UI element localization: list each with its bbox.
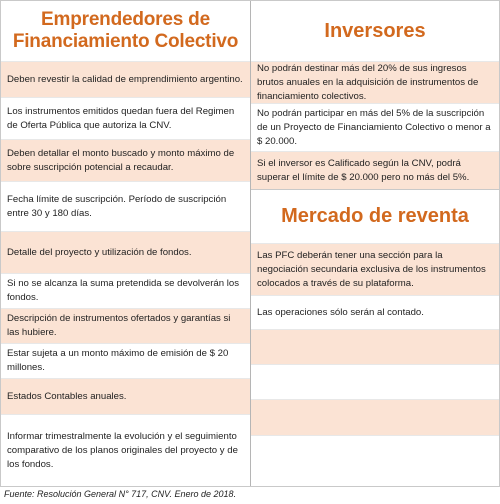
table-row [251, 399, 499, 435]
table-row: Los instrumentos emitidos quedan fuera del Regimen de Oferta Pública que autoriza la CNV. [1, 97, 250, 139]
table-row: Las PFC deberán tener una sección para la negociación secundaria exclusiva de los instrumentos colocados a través de su plataforma. [251, 243, 499, 295]
table-row: Detalle del proyecto y utilización de fondos. [1, 231, 250, 273]
mercado-reventa-header: Mercado de reventa [251, 189, 499, 243]
inversores-header: Inversores [324, 19, 426, 42]
table-row: Si no se alcanza la suma pretendida se devolverán los fondos. [1, 273, 250, 308]
table-row: Informar trimestralmente la evolución y el seguimiento comparativo de los planos originales del proyecto y de los fondos. [1, 414, 250, 486]
table-row [251, 364, 499, 399]
table-row: Las operaciones sólo serán al contado. [251, 295, 499, 329]
emprendedores-header: Emprendedores de Financiamiento Colectivo [12, 9, 239, 52]
table-row [251, 435, 499, 486]
table-row: Estar sujeta a un monto máximo de emisión de $ 20 millones. [1, 343, 250, 378]
table-row: Descripción de instrumentos ofertados y garantías si las hubiere. [1, 308, 250, 343]
table-row: Deben detallar el monto buscado y monto máximo de sobre suscripción potencial a recaudar. [1, 139, 250, 181]
table-row: No podrán participar en más del 5% de la suscripción de un Proyecto de Financiamiento Colectivo o menor a $ 20.000. [251, 103, 499, 151]
right-column [251, 1, 499, 486]
table-row: No podrán destinar más del 20% de sus ingresos brutos anuales en la adquisición de instrumentos de financiamiento colectivos. [251, 61, 499, 103]
table-row: Estados Contables anuales. [1, 378, 250, 414]
table-row [251, 329, 499, 364]
table-row: Deben revestir la calidad de emprendimiento argentino. [1, 61, 250, 97]
emprendedores-column [1, 1, 251, 486]
table-row: Fecha límite de suscripción. Período de suscripción entre 30 y 180 días. [1, 181, 250, 231]
source-footnote: Fuente: Resolución General N° 717, CNV. Enero de 2018. [4, 489, 237, 499]
table-row: Si el inversor es Calificado según la CNV, podrá superar el límite de $ 20.000 pero no más del 5%. [251, 151, 499, 189]
